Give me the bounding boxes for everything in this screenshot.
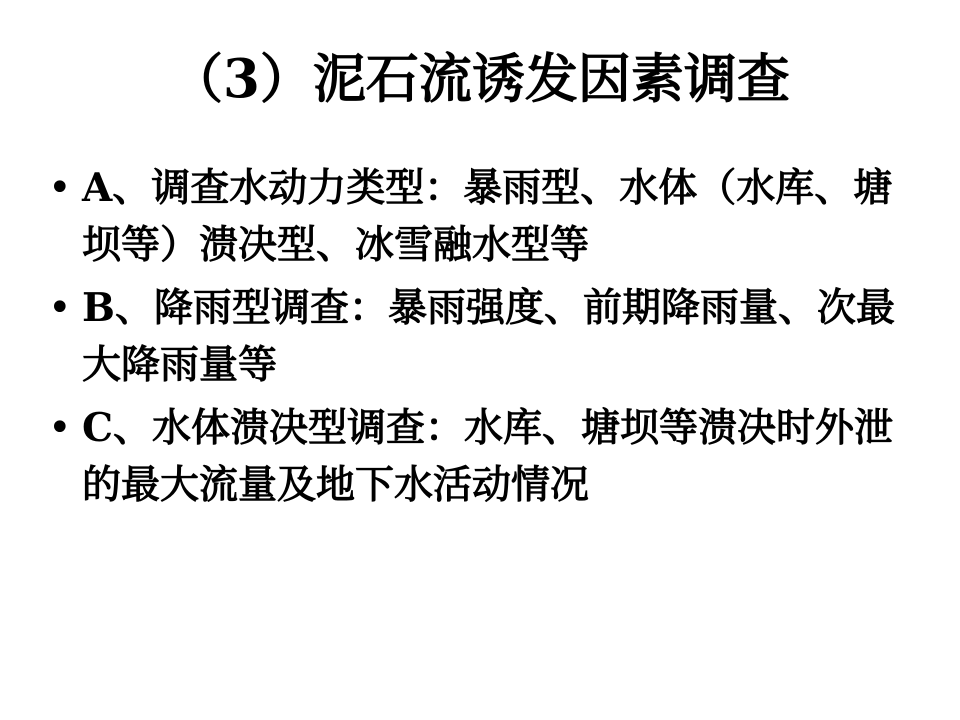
bullet-text-b: B、降雨型调查：暴雨强度、前期降雨量、次最大降雨量等: [82, 285, 895, 388]
list-item: [48, 280, 920, 394]
list-item: [48, 160, 920, 274]
bullet-list: [48, 160, 920, 520]
bullet-text-a: A、调查水动力类型：暴雨型、水体（水库、塘坝等）溃决型、冰雪融水型等: [82, 165, 893, 268]
bullet-dot-icon: •: [48, 405, 72, 451]
bullet-text-c: C、水体溃决型调查：水库、塘坝等溃决时外泄的最大流量及地下水活动情况: [82, 405, 894, 508]
page-title: （3）泥石流诱发因素调查: [170, 48, 790, 110]
bullet-dot-icon: •: [48, 165, 72, 211]
bullet-dot-icon: •: [48, 285, 72, 331]
list-item: [48, 400, 920, 514]
